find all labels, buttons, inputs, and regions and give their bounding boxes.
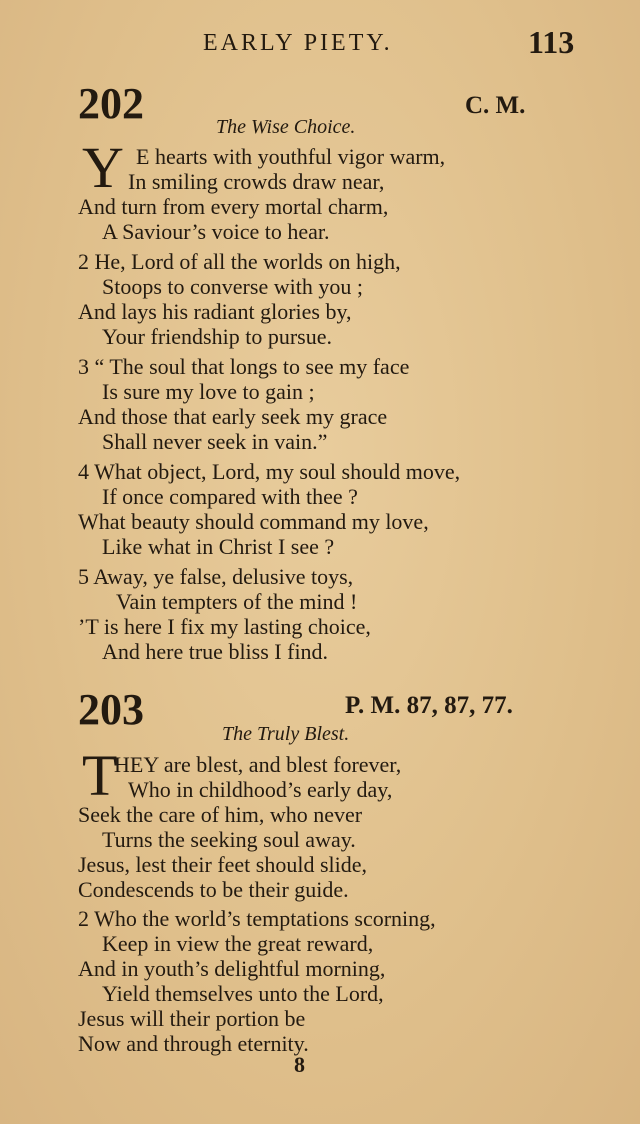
verse-line: And here true bliss I find. [102, 639, 329, 664]
verse-line: 5 Away, ye false, delusive toys, [78, 564, 354, 589]
verse-line: Who in childhood’s early day, [128, 777, 393, 802]
stanza-202-2 [78, 249, 401, 349]
verse-line: HEY are blest, and blest forever, [114, 752, 402, 777]
verse-line: ’T is here I fix my lasting choice, [78, 614, 371, 639]
verse-line: Keep in view the great reward, [102, 931, 374, 956]
verse-line: Yield themselves unto the Lord, [102, 981, 384, 1006]
verse-line: Turns the seeking soul away. [102, 827, 356, 852]
verse-line: What beauty should command my love, [78, 509, 429, 534]
stanza-202-5 [78, 564, 371, 664]
hymn-meter-203: P. M. 87, 87, 77. [345, 692, 513, 719]
hymn-meter-202: C. M. [465, 92, 526, 119]
verse-line: And those that early seek my grace [78, 404, 388, 429]
verse-line: E hearts with youthful vigor warm, [136, 144, 446, 169]
stanza-202-3 [78, 354, 409, 454]
verse-line: 2 He, Lord of all the worlds on high, [78, 249, 401, 274]
verse-line: Seek the care of him, who never [78, 802, 363, 827]
running-title: EARLY PIETY. [203, 30, 393, 56]
hymn-title-202: The Wise Choice. [216, 116, 356, 138]
verse-line: Stoops to converse with you ; [102, 274, 363, 299]
verse-line: 3 “ The soul that longs to see my face [78, 354, 410, 379]
verse-line: And turn from every mortal charm, [78, 194, 389, 219]
verse-line: Jesus, lest their feet should slide, [78, 852, 368, 877]
drop-cap-203: T [82, 743, 118, 808]
verse-line: 4 What object, Lord, my soul should move, [78, 459, 461, 484]
verse-line: Shall never seek in vain.” [102, 429, 328, 454]
stanza-202-1 [78, 135, 446, 244]
hymn-number-202: 202 [78, 79, 144, 128]
verse-line: Like what in Christ I see ? [102, 534, 335, 559]
verse-line: And in youth’s delightful morning, [78, 956, 386, 981]
hymn-number-203: 203 [78, 685, 144, 734]
verse-line: If once compared with thee ? [102, 484, 358, 509]
verse-line: Is sure my love to gain ; [102, 379, 315, 404]
hymn-title-203: The Truly Blest. [222, 723, 350, 745]
stanza-203-1 [78, 743, 402, 902]
stanza-202-4 [78, 459, 460, 559]
page-number: 113 [528, 24, 575, 60]
verse-line: Now and through eternity. [78, 1031, 309, 1056]
verse-line: Your friendship to pursue. [102, 324, 332, 349]
verse-line: Jesus will their portion be [78, 1006, 306, 1031]
verse-line: 2 Who the world’s temptations scorning, [78, 906, 436, 931]
verse-line: In smiling crowds draw near, [128, 169, 385, 194]
verse-line: Vain tempters of the mind ! [116, 589, 358, 614]
verse-line: Condescends to be their guide. [78, 877, 349, 902]
verse-line: And lays his radiant glories by, [78, 299, 352, 324]
stanza-203-2 [78, 906, 436, 1056]
drop-cap-202: Y [82, 135, 124, 200]
signature-mark: 8 [294, 1052, 305, 1077]
verse-line: A Saviour’s voice to hear. [102, 219, 330, 244]
